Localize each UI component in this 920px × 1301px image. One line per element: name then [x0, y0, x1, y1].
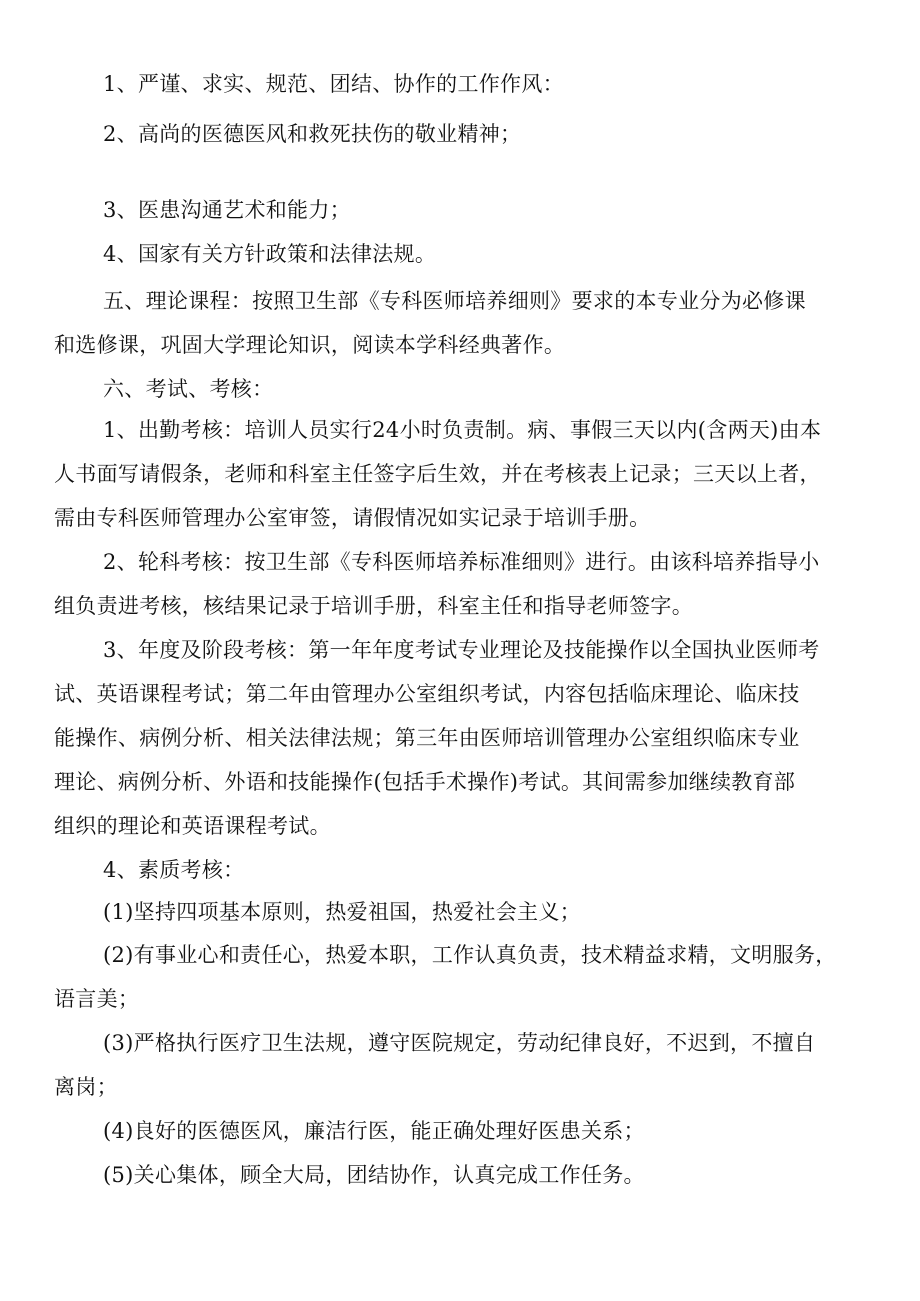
text-line: 人书面写请假条，老师和科室主任签字后生效，并在考核表上记录；三天以上者，	[54, 462, 821, 486]
text-line: 理论、病例分析、外语和技能操作(包括手术操作)考试。其间需参加继续教育部	[54, 770, 796, 794]
text-line: 语言美；	[54, 987, 140, 1011]
text-line: 1、严谨、求实、规范、团结、协作的工作作风：	[103, 72, 564, 96]
text-line: 组织的理论和英语课程考试。	[54, 814, 331, 838]
text-line: 组负责进考核，核结果记录于培训手册，科室主任和指导老师签字。	[54, 594, 693, 618]
text-line: 需由专科医师管理办公室审签，请假情况如实记录于培训手册。	[54, 506, 651, 530]
text-line: 3、年度及阶段考核：第一年年度考试专业理论及技能操作以全国执业医师考	[103, 638, 820, 662]
text-line: 4、素质考核：	[103, 858, 245, 882]
text-line: 能操作、病例分析、相关法律法规；第三年由医师培训管理办公室组织临床专业	[54, 726, 800, 750]
text-line: 3、医患沟通艺术和能力；	[103, 198, 351, 222]
text-line: 六、考试、考核：	[103, 377, 274, 401]
text-line: 4、国家有关方针政策和法律法规。	[103, 242, 437, 266]
text-line: 五、理论课程：按照卫生部《专科医师培养细则》要求的本专业分为必修课	[103, 289, 806, 313]
text-line: (2)有事业心和责任心，热爱本职，工作认真负责，技术精益求精，文明服务，	[103, 943, 837, 967]
text-line: 和选修课，巩固大学理论知识，阅读本学科经典著作。	[54, 333, 566, 357]
text-line: 2、轮科考核：按卫生部《专科医师培养标准细则》进行。由该科培养指导小	[103, 550, 820, 574]
text-line: 离岗；	[54, 1075, 118, 1099]
text-line: 1、出勤考核：培训人员实行24小时负责制。病、事假三天以内(含两天)由本	[103, 418, 822, 442]
text-line: (5)关心集体，顾全大局，团结协作，认真完成工作任务。	[103, 1163, 645, 1187]
text-line: (4)良好的医德医风，廉洁行医，能正确处理好医患关系；	[103, 1119, 645, 1143]
text-line: (1)坚持四项基本原则，热爱祖国，热爱社会主义；	[103, 900, 581, 924]
text-line: 2、高尚的医德医风和救死扶伤的敬业精神；	[103, 122, 522, 146]
text-line: (3)严格执行医疗卫生法规，遵守医院规定，劳动纪律良好，不迟到，不擅自	[103, 1031, 816, 1055]
text-line: 试、英语课程考试；第二年由管理办公室组织考试，内容包括临床理论、临床技	[54, 682, 800, 706]
